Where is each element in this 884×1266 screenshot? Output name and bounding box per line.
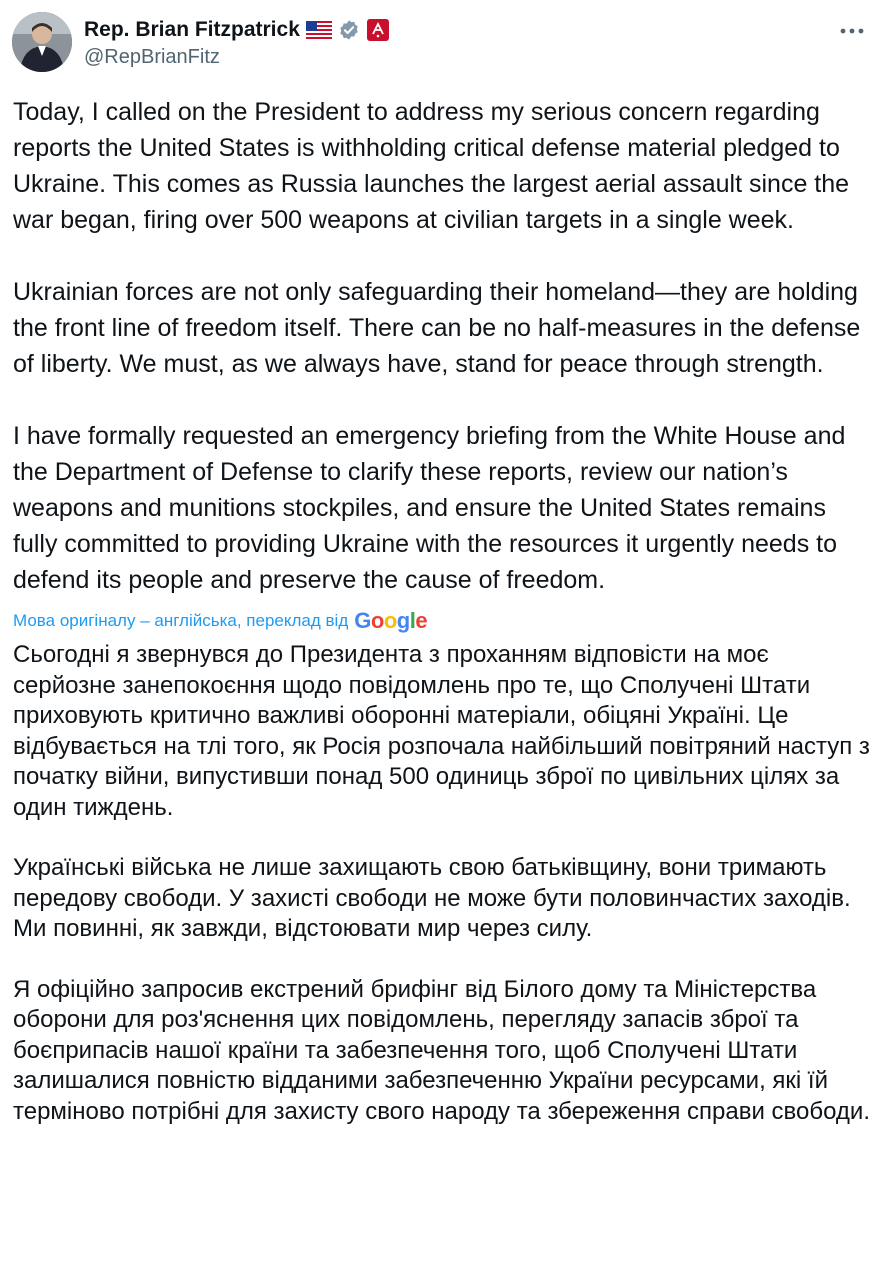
translation-notice-link[interactable] — [13, 606, 877, 636]
tweet-paragraph: Today, I called on the President to address my serious concern regarding reports the United States is withholding critical defense material pledged to Ukraine. This comes as Russia launches the largest aerial assault since the war began, firing over 500 weapons at civilian targets in a single week. — [13, 98, 850, 234]
translated-paragraph: Українські війська не лише захищають свою батьківщину, вони тримають передову свободи. У захисті свободи не може бути половинчастих заходів. Ми повинні, як завжди, відстоювати мир через силу. — [13, 854, 851, 942]
avatar[interactable] — [12, 12, 72, 72]
author-name-row — [84, 16, 390, 44]
tweet-paragraph: Ukrainian forces are not only safeguarding their homeland—they are holding the front line of freedom itself. There can be no half-measures in the defense of liberty. We must, as we always have, stand for peace through strength. — [13, 278, 861, 378]
us-flag-icon — [306, 21, 332, 39]
tweet-translated-text — [13, 640, 877, 1127]
affiliate-badge-icon[interactable] — [366, 18, 390, 42]
more-options-button[interactable] — [834, 16, 870, 46]
tweet-paragraph: I have formally requested an emergency briefing from the White House and the Department of Defense to clarify these reports, review our nation’s weapons and munitions stockpiles, and ensure the United States remains fully committed to providing Ukraine with the resources it urgently needs to defend its people and preserve the cause of freedom. — [13, 422, 846, 594]
tweet-header — [12, 10, 874, 74]
more-horizontal-icon — [840, 28, 864, 34]
avatar-image — [12, 12, 72, 72]
google-logo: Google — [354, 608, 428, 633]
translation-notice-text: Мова оригіналу – англійська, переклад від — [13, 611, 349, 630]
author-handle[interactable]: @RepBrianFitz — [84, 46, 220, 68]
verified-badge-icon[interactable] — [338, 19, 360, 41]
translated-paragraph: Сьогодні я звернувся до Президента з проханням відповісти на моє серйозне занепокоєння щодо повідомлень про те, що Сполучені Штати приховують критично важливі оборонні матеріали, обіцяні Україні. Це відбувається на тлі того, як Росія розпочала найбільший повітряний наступ з початку війни, випустивши понад 500 одиниць зброї по цивільних цілях за один тиждень. — [13, 641, 870, 821]
tweet-body — [13, 94, 877, 1127]
author-display-name[interactable]: Rep. Brian Fitzpatrick — [84, 18, 300, 41]
translated-paragraph: Я офіційно запросив екстрений брифінг від Білого дому та Міністерства оборони для роз'яснення цих повідомлень, перегляду запасів зброї та боєприпасів нашої країни та забезпечення того, щоб Сполучені Штати залишалися повністю відданими забезпеченню України ресурсами, які їй терміново потрібні для захисту свого народу та збереження справи свободи. — [13, 975, 870, 1125]
tweet-original-text — [13, 94, 877, 598]
